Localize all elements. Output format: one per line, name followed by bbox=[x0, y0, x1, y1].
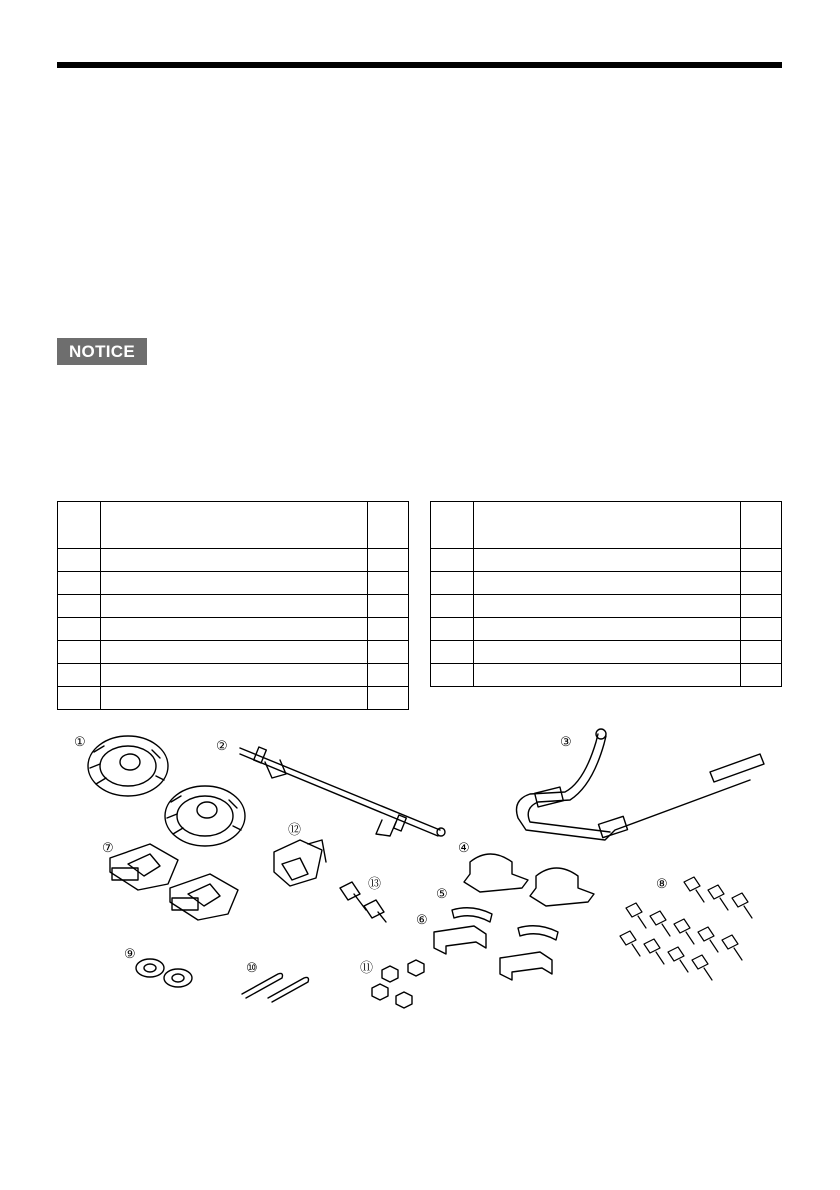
handle-icon bbox=[517, 729, 765, 840]
table-row bbox=[431, 664, 782, 687]
table-row bbox=[58, 687, 409, 710]
table-row bbox=[58, 549, 409, 572]
callout-1: ① bbox=[74, 735, 86, 750]
callout-11: ⑪ bbox=[360, 961, 374, 976]
table-row bbox=[58, 618, 409, 641]
bracket-icon bbox=[110, 844, 238, 920]
callout-2: ② bbox=[216, 739, 228, 754]
parts-table-left bbox=[57, 501, 409, 710]
callout-12: ⑫ bbox=[288, 823, 302, 838]
callout-10: ⑩ bbox=[246, 961, 258, 976]
table-row bbox=[431, 572, 782, 595]
table-row bbox=[58, 641, 409, 664]
parts-illustration bbox=[60, 722, 780, 1022]
table-header-row bbox=[58, 502, 409, 549]
table-row bbox=[58, 572, 409, 595]
table-row bbox=[58, 595, 409, 618]
callout-3: ③ bbox=[560, 735, 572, 750]
table-row bbox=[431, 549, 782, 572]
bolt-set-icon bbox=[620, 877, 752, 980]
callout-9: ⑨ bbox=[124, 947, 136, 962]
callout-8: ⑧ bbox=[656, 877, 668, 892]
cotter-pin-icon bbox=[242, 974, 309, 1003]
table-row bbox=[431, 595, 782, 618]
clamp-icon bbox=[464, 854, 594, 906]
liner-icon bbox=[452, 908, 558, 940]
top-rule bbox=[57, 62, 782, 68]
table-row bbox=[58, 664, 409, 687]
callout-13: ⑬ bbox=[368, 877, 382, 892]
callout-4: ④ bbox=[458, 841, 470, 856]
parts-table-right bbox=[430, 501, 782, 687]
table-header-row bbox=[431, 502, 782, 549]
callout-5: ⑤ bbox=[436, 887, 448, 902]
table-row bbox=[431, 641, 782, 664]
axle-icon bbox=[240, 747, 445, 836]
washer-icon bbox=[136, 959, 192, 987]
clip-icon bbox=[274, 840, 326, 886]
callout-7: ⑦ bbox=[102, 841, 114, 856]
notice-badge: NOTICE bbox=[57, 338, 147, 365]
table-row bbox=[431, 618, 782, 641]
callout-6: ⑥ bbox=[416, 913, 428, 928]
nut-icon bbox=[372, 960, 424, 1008]
